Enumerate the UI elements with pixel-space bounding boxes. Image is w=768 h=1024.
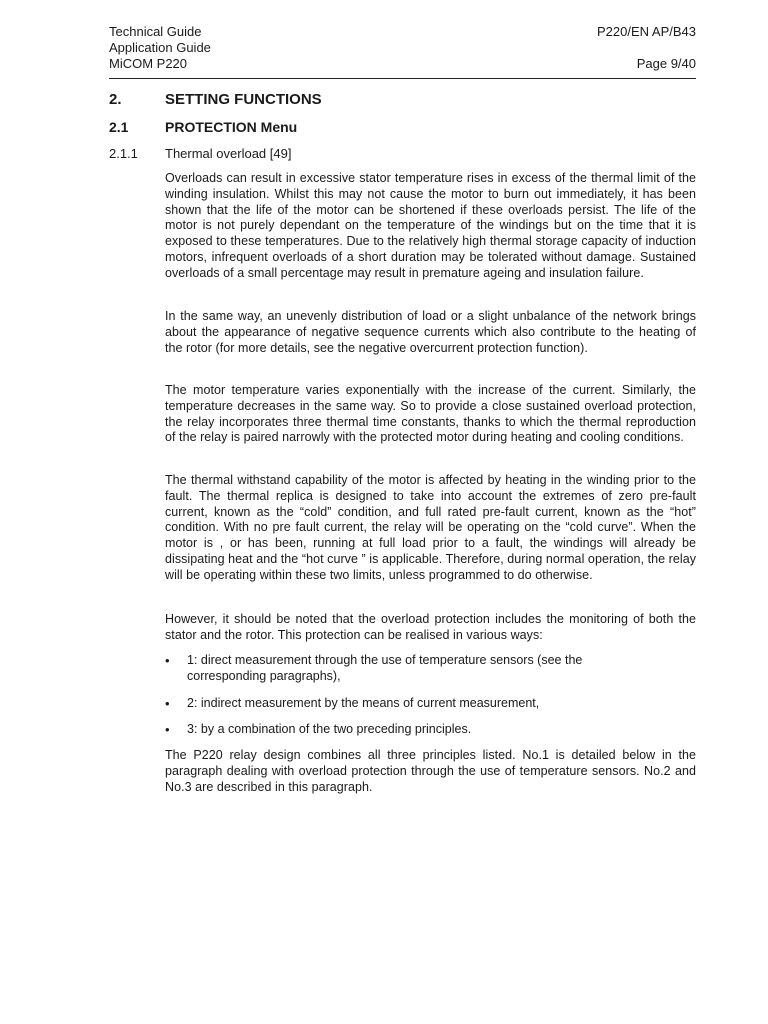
paragraph-closing: The P220 relay design combines all three principles listed. No.1 is detailed below in the paragraph dealing with overload protection through the use of temperature sensors. No.2 and No.3 are described in this paragraph. bbox=[165, 748, 696, 794]
bullet-item-2: 2: indirect measurement by the means of current measurement, bbox=[187, 696, 540, 710]
paragraph-temperature: The motor temperature varies exponentially with the increase of the current. Similarly, the temperature decreases in the same way. So to provide a close sustained overload protection, the relay incorporates three thermal time constants, thanks to which the thermal reproduction of the relay is paired narrowly with the protected motor during heating and cooling conditions. bbox=[165, 383, 696, 445]
bullet-marker-1: • bbox=[165, 653, 170, 668]
paragraph-unbalance: In the same way, an unevenly distribution of load or a slight unbalance of the network brings about the appearance of negative sequence currents which also contribute to the heating of the rotor (for more details, see the negative overcurrent protection function). bbox=[165, 309, 696, 355]
header-divider bbox=[109, 78, 696, 79]
header-doc-type: Technical Guide bbox=[109, 24, 202, 39]
paragraph-monitoring: However, it should be noted that the overload protection includes the monitoring of both the stator and the rotor. This protection can be realised in various ways: bbox=[165, 612, 696, 642]
subsubsection-number: 2.1.1 bbox=[109, 146, 138, 161]
bullet-marker-2: • bbox=[165, 696, 170, 711]
header-page-number: Page 9/40 bbox=[636, 56, 696, 71]
bullet-item-3: 3: by a combination of the two preceding principles. bbox=[187, 722, 472, 736]
subsection-title: PROTECTION Menu bbox=[165, 119, 298, 135]
header-guide-type: Application Guide bbox=[109, 40, 211, 55]
bullet-item-1: 1: direct measurement through the use of temperature sensors (see the corresponding paragraphs), bbox=[187, 653, 583, 683]
header-product: MiCOM P220 bbox=[109, 56, 188, 71]
bullet-marker-3: • bbox=[165, 722, 170, 737]
header-doc-code: P220/EN AP/B43 bbox=[596, 24, 696, 39]
paragraph-withstand: The thermal withstand capability of the motor is affected by heating in the winding prior to the fault. The thermal replica is designed to take into account the extremes of zero pre-fault current, known as the “cold” condition, and full rated pre-fault current, known as the “hot” condition. With no pre fault current, the relay will be operating on the “cold curve”. When the motor is , or has been, running at full load prior to a fault, the windings will already be dissipating heat and the “hot curve ” is applicable. Therefore, during normal operation, the relay will be operating within these two limits, unless programmed to do otherwise. bbox=[165, 473, 696, 582]
section-title: SETTING FUNCTIONS bbox=[165, 91, 322, 108]
subsubsection-title: Thermal overload [49] bbox=[165, 146, 292, 161]
section-number: 2. bbox=[109, 91, 122, 108]
subsection-number: 2.1 bbox=[109, 119, 129, 135]
paragraph-overloads: Overloads can result in excessive stator temperature rises in excess of the thermal limit of the winding insulation. Whilst this may not cause the motor to burn out immediately, it has been shown that the life of the motor can be shortened if these overloads persist. The life of the motor is not purely dependant on the temperature of the windings but on the time that it is exposed to these temperatures. Due to the relatively high thermal storage capacity of induction motors, infrequent overloads of a short duration may be tolerated without damage. Sustained overloads of a small percentage may result in premature ageing and insulation failure. bbox=[165, 171, 696, 280]
